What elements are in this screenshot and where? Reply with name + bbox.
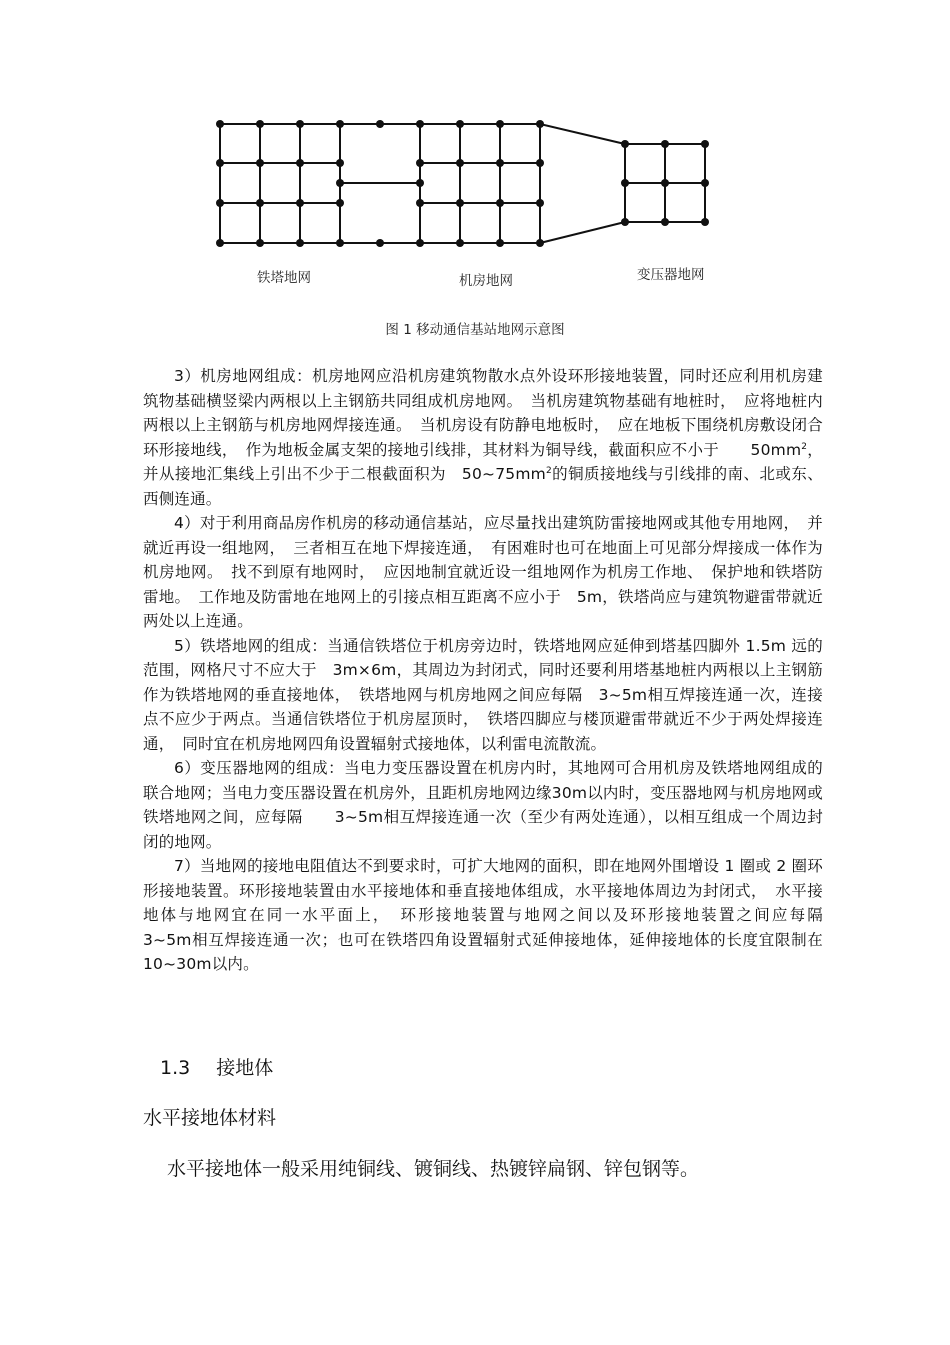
grid-node [296,239,304,247]
section-heading [160,1053,273,1080]
grid-node [256,239,264,247]
grid-node [376,120,384,128]
grounding-grid-figure [0,0,950,300]
grid-node [336,159,344,167]
grid-node [256,199,264,207]
grid-node [216,120,224,128]
grid-node [621,140,629,148]
grid-node [216,199,224,207]
grounding-grid-diagram [0,0,950,300]
connector-line [540,124,625,144]
grid-node [336,199,344,207]
section-title: 接地体 [216,1057,274,1079]
paragraph-4: 4）对于利用商品房作机房的移动通信基站，应尽量找出建筑防雷接地网或其他专用地网， 并就近再设一组地网， 三者相互在地下焊接连通， 有困难时也可在地面上可见部分焊接成一体作为机房地网。 找不到原有地网时， 应因地制宜就近设一组地网作为机房工作地、 保护地和铁塔防雷地。 工作地及防雷地在地网上的引接点相互距离不应小于 5m，铁塔尚应与建筑物避雷带就近两处以上连通。 [143,514,823,630]
connector-line [540,222,625,243]
grid-node [216,159,224,167]
material-paragraph: 水平接地体一般采用纯铜线、镀铜线、热镀锌扁钢、锌包钢等。 [167,1158,700,1180]
grid-node [296,199,304,207]
paragraph-5: 5）铁塔地网的组成：当通信铁塔位于机房旁边时，铁塔地网应延伸到塔基四脚外 1.5m 远的范围，网格尺寸不应大于 3m×6m，其周边为封闭式，同时还要利用塔基地桩内两根以上主钢筋作为铁塔地网的垂直接地体， 铁塔地网与机房地网之间应每隔 3~5m相互焊接连通一次，连接点不应少于两点。当通信铁塔位于机房屋顶时， 铁塔四脚应与楼顶避雷带就近不少于两处焊接连通， 同时宜在机房地网四角设置辐射式接地体，以利雷电流散流。 [143,636,823,753]
grid-node [456,120,464,128]
grid-node [416,199,424,207]
grid-node [336,120,344,128]
grid-node [661,179,669,187]
grid-node [496,159,504,167]
grid-node [536,199,544,207]
grid-node [336,179,344,187]
grid-node [456,199,464,207]
transformer-grid-label: 变压器地网 [637,267,705,283]
grid-node [456,159,464,167]
grid-node [536,239,544,247]
grid-node [336,239,344,247]
grid-node [376,239,384,247]
grid-node [256,159,264,167]
paragraph-3: 3）机房地网组成：机房地网应沿机房建筑物散水点外设环形接地装置，同时还应利用机房建筑物基础横竖梁内两根以上主钢筋共同组成机房地网。 当机房建筑物基础有地桩时， 应将地桩内两根以上主钢筋与机房地网焊接连通。 当机房设有防静电地板时， 应在地板下围绕机房敷设闭合环形接地线， 作为地板金属支架的接地引线排，其材料为铜导线，截面积应不小于 $50mm^2$，并从接地汇集线上引出不少于二根截面积为 $50\sim 75mm^2$的铜质接地线与引线排的南、北或东、西侧连通。 [143,367,823,508]
paragraph-6: 6）变压器地网的组成：当电力变压器设置在机房内时，其地网可合用机房及铁塔地网组成的联合地网；当电力变压器设置在机房外，且距机房地网边缘30m以内时，变压器地网与机房地网或铁塔地网之间，应每隔 3~5m相互焊接连通一次（至少有两处连通），以相互组成一个周边封闭的地网。 [143,759,823,851]
grid-node [661,218,669,226]
grid-node [701,218,709,226]
grid-node [496,239,504,247]
grid-node [416,120,424,128]
paragraph-7: 7）当地网的接地电阻值达不到要求时，可扩大地网的面积，即在地网外围增设 1 圈或 2 圈环形接地装置。环形接地装置由水平接地体和垂直接地体组成，水平接地体周边为封闭式， 水平接地体与地网宜在同一水平面上， 环形接地装置与地网之间以及环形接地装置之间应每隔 3~5m相互焊接连通一次；也可在铁塔四角设置辐射式延伸接地体，延伸接地体的长度宜限制在 10~30m以内。 [143,857,855,973]
grid-node [536,120,544,128]
grid-node [621,218,629,226]
grid-node [496,120,504,128]
grid-node [621,179,629,187]
grid-node [216,239,224,247]
figure-caption: 图 1 移动通信基站地网示意图 [385,322,565,338]
grid-node [296,120,304,128]
body-text [143,364,855,977]
grid-node [416,159,424,167]
grid-node [701,179,709,187]
subsection-heading: 水平接地体材料 [143,1107,277,1129]
section-number: 1.3 [160,1057,191,1079]
grid-node [536,159,544,167]
room-grid-label: 机房地网 [459,273,513,289]
grid-node [496,199,504,207]
grid-node [701,140,709,148]
grid-node [296,159,304,167]
grid-node [661,140,669,148]
grid-node [256,120,264,128]
grid-node [416,239,424,247]
grid-node [416,179,424,187]
grid-node [456,239,464,247]
tower-grid-label: 铁塔地网 [257,270,311,286]
